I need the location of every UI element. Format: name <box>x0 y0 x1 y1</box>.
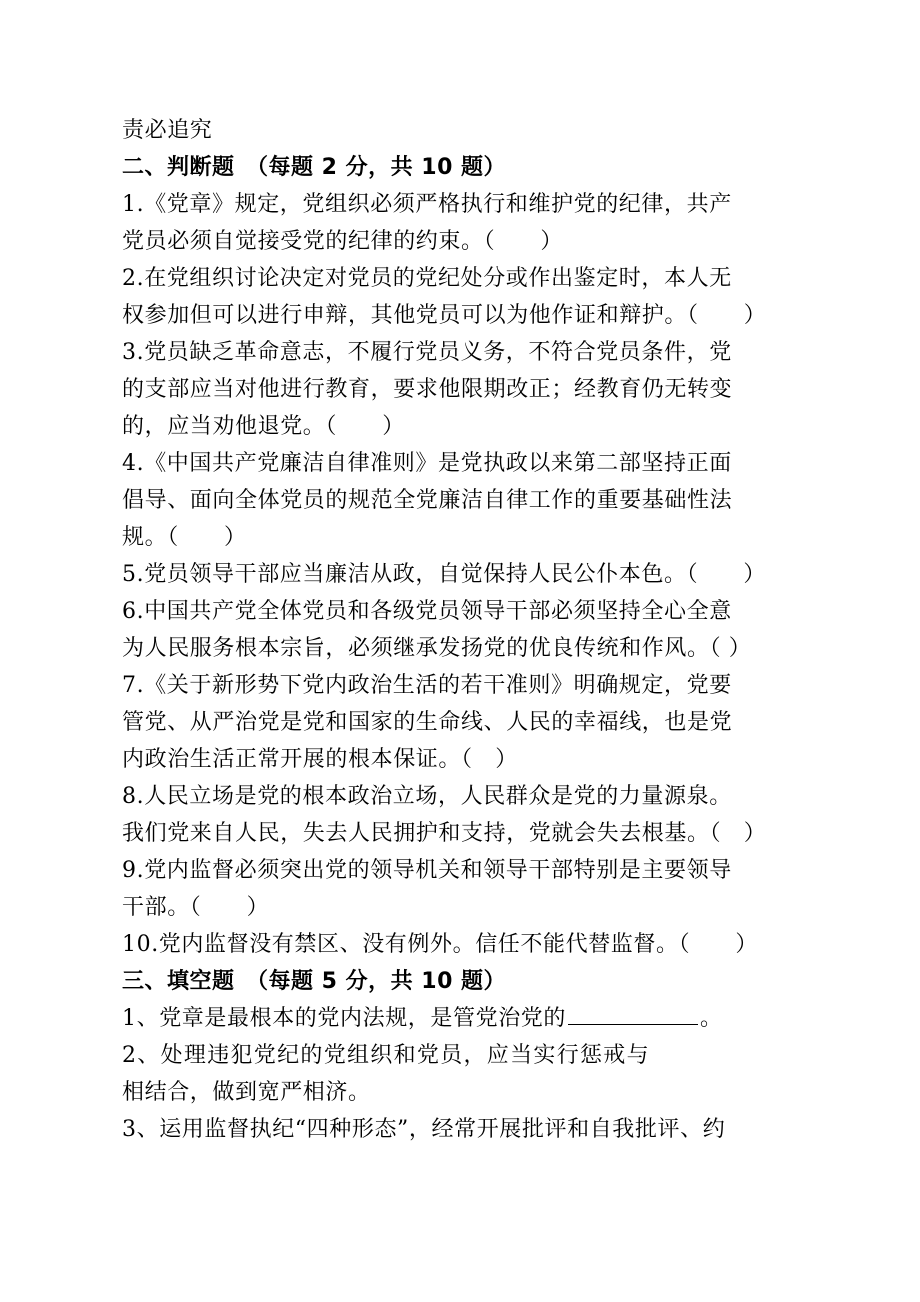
question-5-line-1: 5.党员领导干部应当廉洁从政，自觉保持人民公仆本色。（ ） <box>122 562 766 587</box>
question-9-line-1: 9.党内监督必须突出党的领导机关和领导干部特别是主要领导 <box>122 858 732 883</box>
answer-blank[interactable] <box>568 1002 698 1025</box>
document-page <box>122 112 812 1148</box>
question-8-line-2: 我们党来自人民，失去人民拥护和支持，党就会失去根基。（ ） <box>122 821 767 846</box>
question-2-line-1: 2.在党组织讨论决定对党员的党纪处分或作出鉴定时，本人无 <box>122 266 732 291</box>
fill-question-1-text: 1、党章是最根本的党内法规，是管党治党的 <box>122 1006 566 1031</box>
section-heading-fill-blank: 三、填空题 （每题 5 分，共 10 题） <box>122 969 507 994</box>
fill-question-2-line-1: 2、处理违犯党纪的党组织和党员，应当实行惩戒与 <box>122 1043 650 1068</box>
fill-question-1 <box>122 1000 812 1037</box>
question-1-line-1: 1.《党章》规定，党组织必须严格执行和维护党的纪律，共产 <box>122 192 732 217</box>
fill-question-1-end: 。 <box>700 1006 723 1031</box>
question-7-line-1: 7.《关于新形势下党内政治生活的若干准则》明确规定，党要 <box>122 673 732 698</box>
question-3-line-2: 的支部应当对他进行教育，要求他限期改正；经教育仍无转变 <box>122 377 733 402</box>
section-heading-true-false: 二、判断题 （每题 2 分，共 10 题） <box>122 155 507 180</box>
question-6-line-1: 6.中国共产党全体党员和各级党员领导干部必须坚持全心全意 <box>122 599 732 624</box>
text-line: 责必追究 <box>122 118 213 143</box>
question-1-line-2: 党员必须自觉接受党的纪律的约束。（ ） <box>122 229 564 254</box>
question-4-line-2: 倡导、面向全体党员的规范全党廉洁自律工作的重要基础性法 <box>122 488 733 513</box>
question-2-line-2: 权参加但可以进行申辩，其他党员可以为他作证和辩护。（ ） <box>122 303 767 328</box>
question-7-line-2: 管党、从严治党是党和国家的生命线、人民的幸福线，也是党 <box>122 710 733 735</box>
question-8-line-1: 8.人民立场是党的根本政治立场，人民群众是党的力量源泉。 <box>122 784 732 809</box>
question-3-line-3: 的，应当劝他退党。（ ） <box>122 414 405 439</box>
question-10-line-1: 10.党内监督没有禁区、没有例外。信任不能代替监督。（ ） <box>122 932 758 957</box>
question-3-line-1: 3.党员缺乏革命意志，不履行党员义务，不符合党员条件，党 <box>122 340 732 365</box>
question-4-line-1: 4.《中国共产党廉洁自律准则》是党执政以来第二部坚持正面 <box>122 451 732 476</box>
question-4-line-3: 规。（ ） <box>122 525 247 550</box>
question-9-line-2: 干部。（ ） <box>122 895 270 920</box>
fill-question-3-line-1: 3、运用监督执纪“四种形态”，经常开展批评和自我批评、约 <box>122 1117 726 1142</box>
question-6-line-2: 为人民服务根本宗旨，必须继承发扬党的优良传统和作风。（ ） <box>122 636 752 661</box>
question-7-line-3: 内政治生活正常开展的根本保证。（ ） <box>122 747 518 772</box>
fill-question-2-line-2: 相结合，做到宽严相济。 <box>122 1080 371 1105</box>
